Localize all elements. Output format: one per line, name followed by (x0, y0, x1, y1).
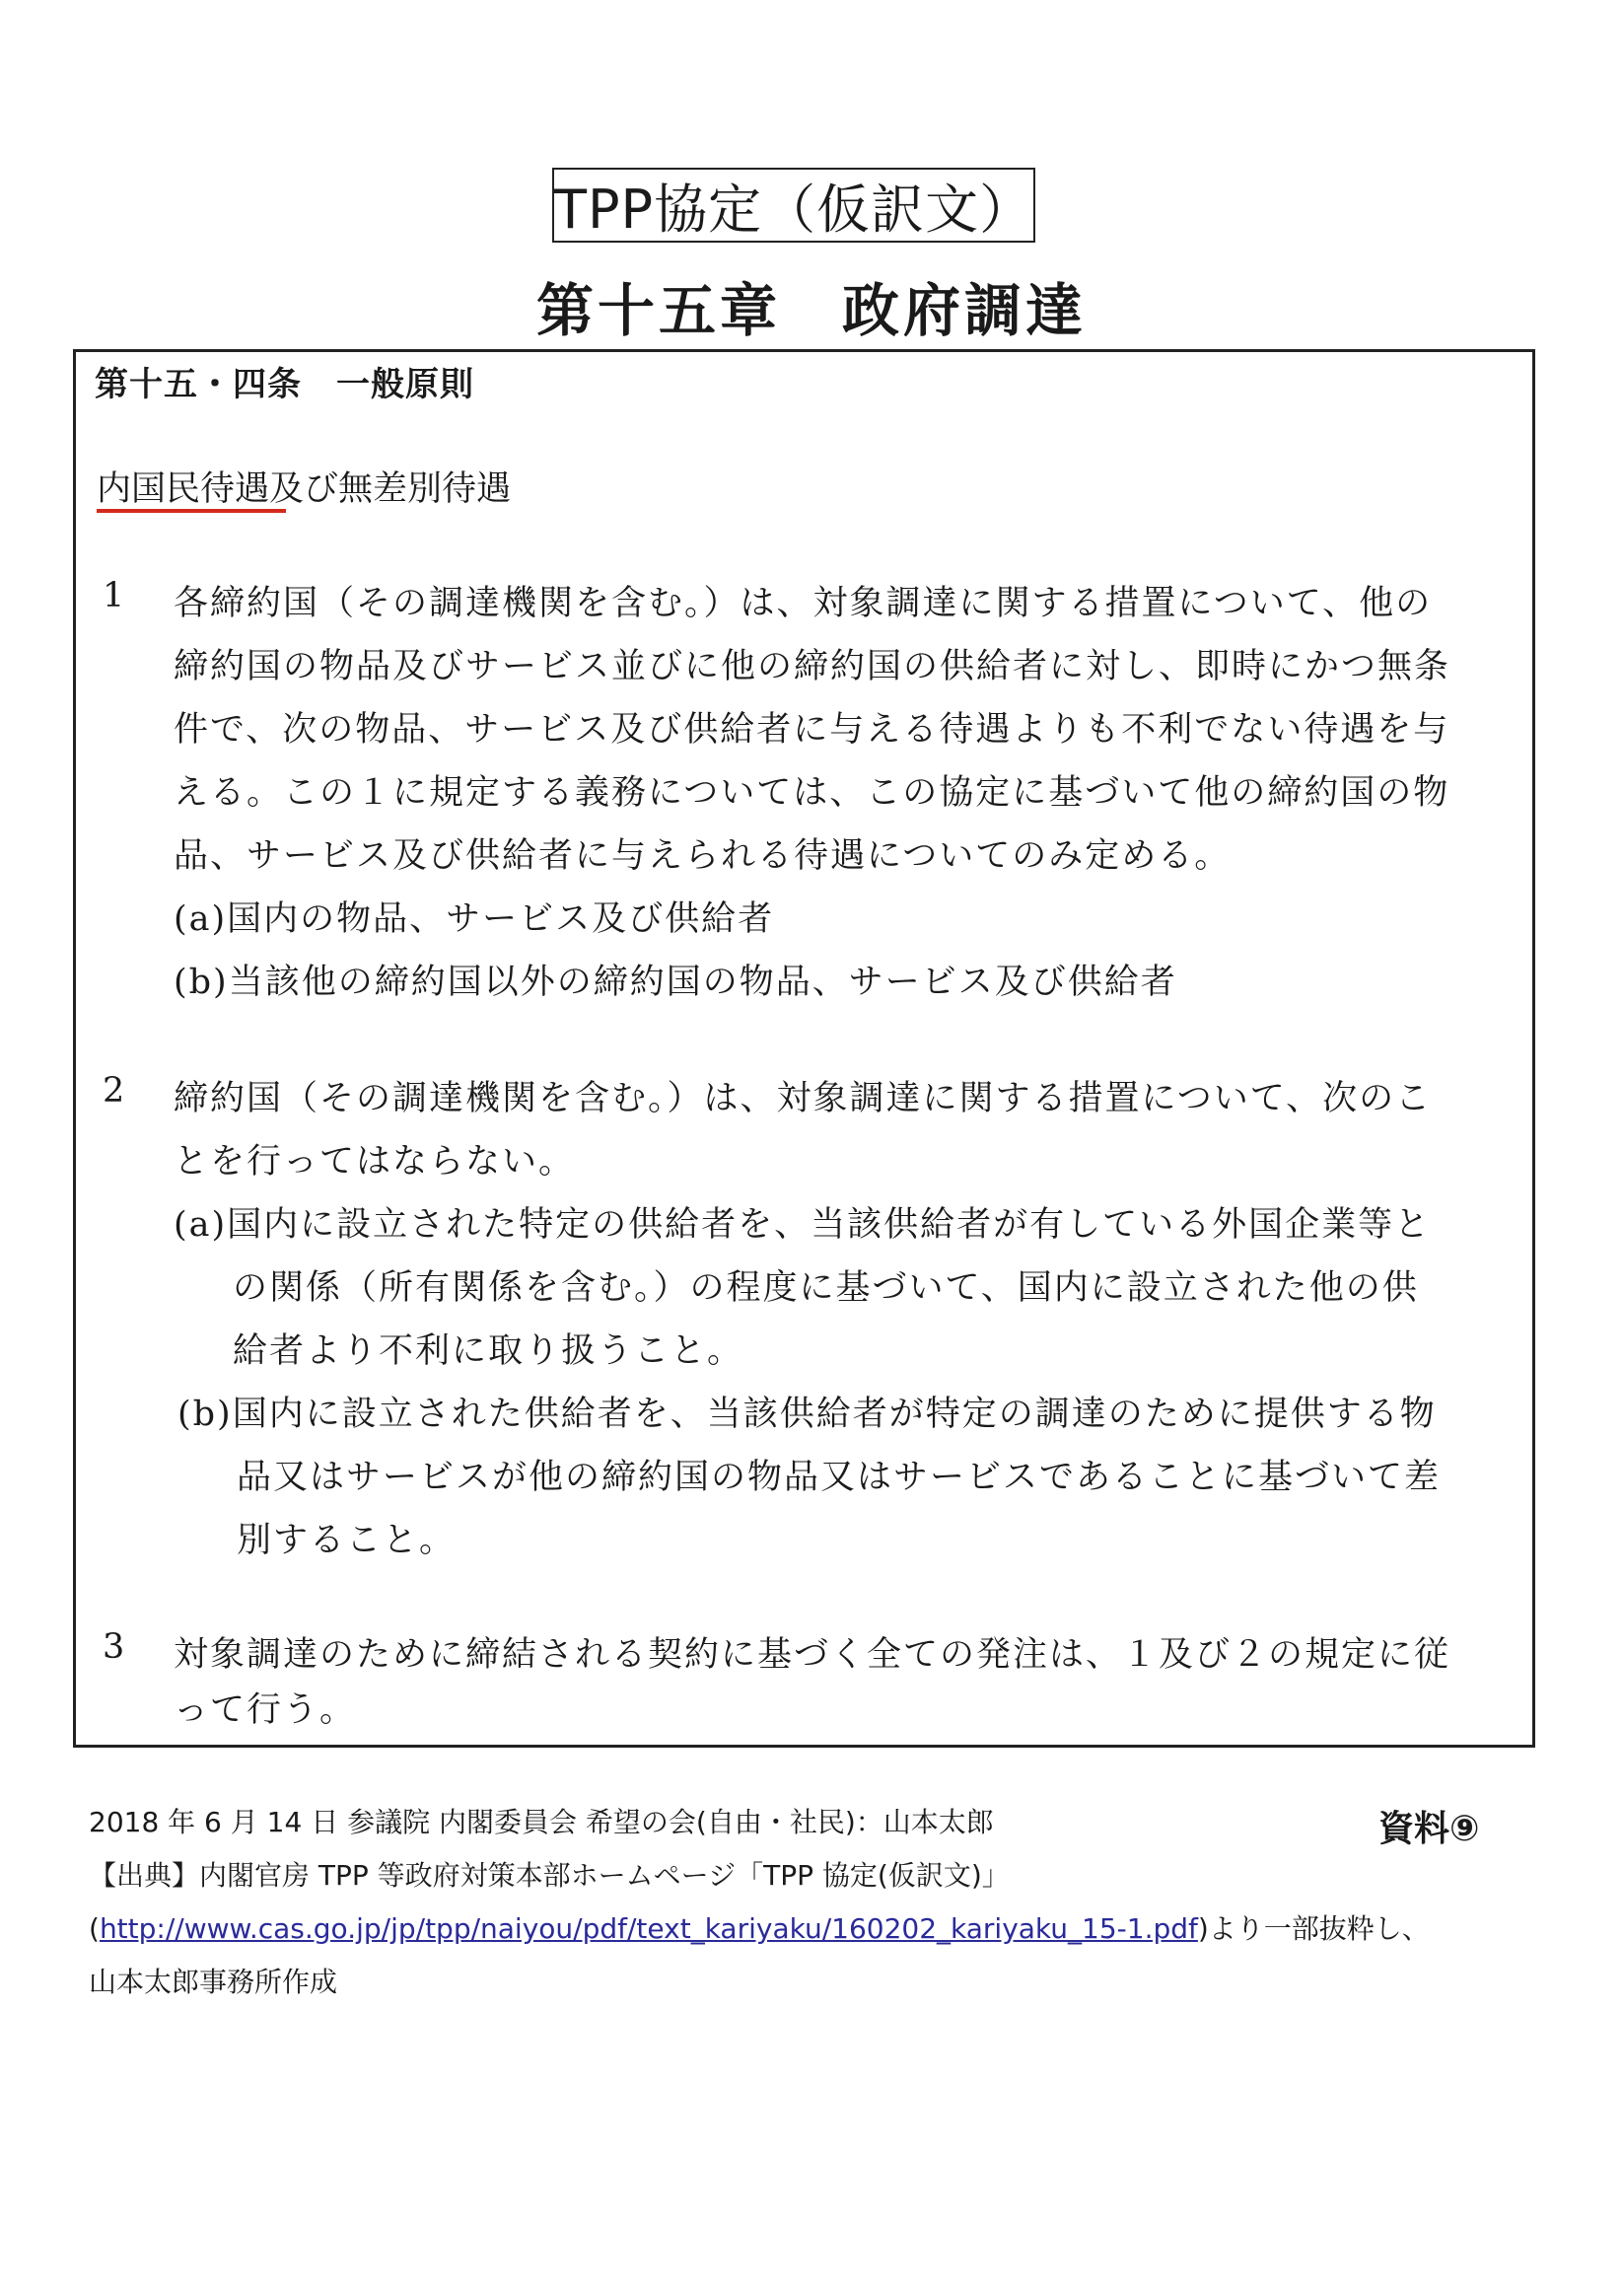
paragraph-2-number: 2 (103, 1071, 125, 1111)
paragraph-2-item-a-line: の関係（所有関係を含む。）の程度に基づいて、国内に設立された他の供 (233, 1268, 1419, 1308)
paragraph-1-line: 品、サービス及び供給者に与えられる待遇についてのみ定める。 (174, 836, 1232, 876)
article-heading: 第十五・四条 一般原則 (95, 365, 474, 404)
paragraph-1-line: 件で、次の物品、サービス及び供給者に与える待遇よりも不利でない待遇を与 (174, 710, 1450, 750)
footer-author-line: 山本太郎事務所作成 (89, 1966, 338, 1998)
paragraph-1-item-a: (a)国内の物品、サービス及び供給者 (174, 899, 775, 939)
paragraph-2-item-a: (a)国内に設立された特定の供給者を、当該供給者が有している外国企業等と (174, 1205, 1432, 1245)
paragraph-2-item-b: (b)国内に設立された供給者を、当該供給者が特定の調達のために提供する物 (177, 1395, 1437, 1434)
document-label: 資料⑨ (1378, 1809, 1480, 1849)
paragraph-1-number: 1 (103, 576, 125, 615)
footer-link-line (89, 1907, 1430, 1947)
chapter-title: 第十五章 政府調達 (535, 277, 1087, 344)
footer-link-suffix: )より一部抜粋し、 (1197, 1912, 1430, 1945)
paragraph-3-number: 3 (103, 1627, 125, 1667)
paragraph-1-line: える。この１に規定する義務については、この協定に基づいて他の締約国の物 (174, 773, 1450, 813)
paragraph-1-item-b: (b)当該他の締約国以外の締約国の物品、サービス及び供給者 (174, 963, 1177, 1002)
footer-paren-open: ( (89, 1912, 100, 1945)
footer-date-line: 2018 年 6 月 14 日 参議院 内閣委員会 希望の会(自由・社民)：山本太郎 (89, 1806, 994, 1838)
paragraph-2-item-b-line: 品又はサービスが他の締約国の物品又はサービスであることに基づいて差 (237, 1458, 1442, 1497)
paragraph-2-line: とを行ってはならない。 (174, 1142, 576, 1182)
document-title-box (552, 168, 1035, 243)
paragraph-1-line: 締約国の物品及びサービス並びに他の締約国の供給者に対し、即時にかつ無条 (174, 647, 1451, 686)
paragraph-1-line: 各締約国（その調達機関を含む。）は、対象調達に関する措置について、他の (174, 584, 1433, 623)
paragraph-2-line: 締約国（その調達機関を含む。）は、対象調達に関する措置について、次のこ (174, 1079, 1433, 1118)
paragraph-3-line: って行う。 (174, 1690, 357, 1730)
paragraph-3-line: 対象調達のために締結される契約に基づく全ての発注は、１及び２の規定に従 (174, 1635, 1451, 1675)
source-link[interactable]: http://www.cas.go.jp/jp/tpp/naiyou/pdf/text_kariyaku/160202_kariyaku_15-1.pdf (99, 1912, 1198, 1945)
red-underline-mark (97, 509, 286, 513)
paragraph-2-item-a-line: 給者より不利に取り扱うこと。 (233, 1331, 744, 1371)
document-title: TPP協定（仮訳文） (554, 178, 1034, 241)
article-subheading: 内国民待遇及び無差別待遇 (97, 469, 512, 509)
paragraph-2-item-b-line: 別すること。 (237, 1521, 457, 1560)
footer-source-line: 【出典】内閣官房 TPP 等政府対策本部ホームページ「TPP 協定(仮訳文)」 (89, 1859, 1010, 1892)
